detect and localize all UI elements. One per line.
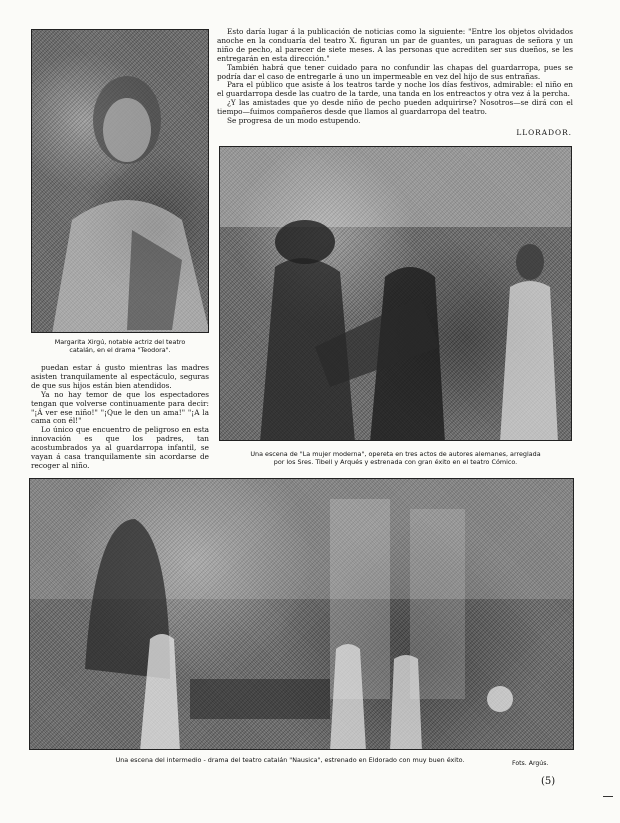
stage-caption-line2: por los Sres. Tibell y Arqués y estrenada con gran éxito en el teatro Cómico. bbox=[273, 458, 518, 466]
left-paragraph: Lo único que encuentro de peligroso en esta innovación es que los padres, tan acostumbrados ya al guardarropa infantil, se vayan á casa tranquilamente sin acordarse de recoger al niño. bbox=[31, 425, 209, 470]
portrait-caption-line1: Margarita Xirgú, notable actriz del teatro bbox=[54, 338, 186, 346]
bottom-photo bbox=[29, 478, 574, 750]
portrait-photo bbox=[31, 29, 209, 333]
bottom-scene bbox=[30, 479, 574, 750]
article-signature: LLORADOR. bbox=[516, 128, 572, 137]
article-paragraph: ¿Y las amistades que yo desde niño de pecho pueden adquirirse? Nosotros—se dirá con el tiempo—fuimos compañeros desde que llamos al guardarropa del teatro. bbox=[217, 98, 573, 117]
portrait-caption bbox=[31, 338, 209, 354]
stage-figures bbox=[220, 147, 572, 441]
left-column-text bbox=[31, 364, 209, 471]
portrait-caption-line2: catalán, en el drama "Teodora". bbox=[69, 346, 171, 354]
left-paragraph: puedan estar á gusto mientras las madres asisten tranquilamente al espectáculo, seguras de que sus hijos están bien atendidos. bbox=[31, 363, 209, 390]
article-paragraph: Para el público que asiste á los teatros tarde y noche los días festivos, admirable: el niño en el guardarropa desde las cuatro de la tarde, una tanda en los entreactos y otra vez á la percha. bbox=[217, 80, 573, 99]
portrait-figure bbox=[32, 30, 209, 333]
article-paragraph: También habrá que tener cuidado para no confundir las chapas del guardarropa, pues se podría dar el caso de entregarle á uno un impermeable en vez del hijo de sus entrañas. bbox=[217, 62, 573, 81]
stage-caption bbox=[219, 450, 572, 466]
bottom-caption: Una escena del intermedio - drama del teatro catalán "Nausica", estrenado en Eldorado con muy buen éxito. bbox=[115, 756, 465, 764]
page-number: (5) bbox=[541, 776, 556, 787]
stage-photo bbox=[219, 146, 572, 441]
article-paragraph: Se progresa de un modo estupendo. bbox=[227, 116, 361, 126]
left-paragraph: Ya no hay temor de que los espectadores tengan que volverse continuamente para decir: "¡Á ver ese niño!" "¡Que le den un ama!" "¡A la cama con él!" bbox=[31, 389, 209, 426]
stage-caption-line1: Una escena de "La mujer moderna", opereta en tres actos de autores alemanes, arreglada bbox=[250, 450, 541, 458]
article-paragraph: Esto daría lugar á la publicación de noticias como la siguiente: "Entre los objetos olvidados anoche en la conduaría del teatro X. figuran un par de guantes, un paraguas de señora y un niño de pecho, al parecer de siete meses. A las personas que acrediten ser sus dueños, se les entregarán en esta dirección." bbox=[217, 27, 573, 63]
top-article-text bbox=[217, 28, 573, 126]
photo-credit: Fots. Argús. bbox=[512, 760, 549, 767]
margin-mark bbox=[603, 796, 613, 797]
